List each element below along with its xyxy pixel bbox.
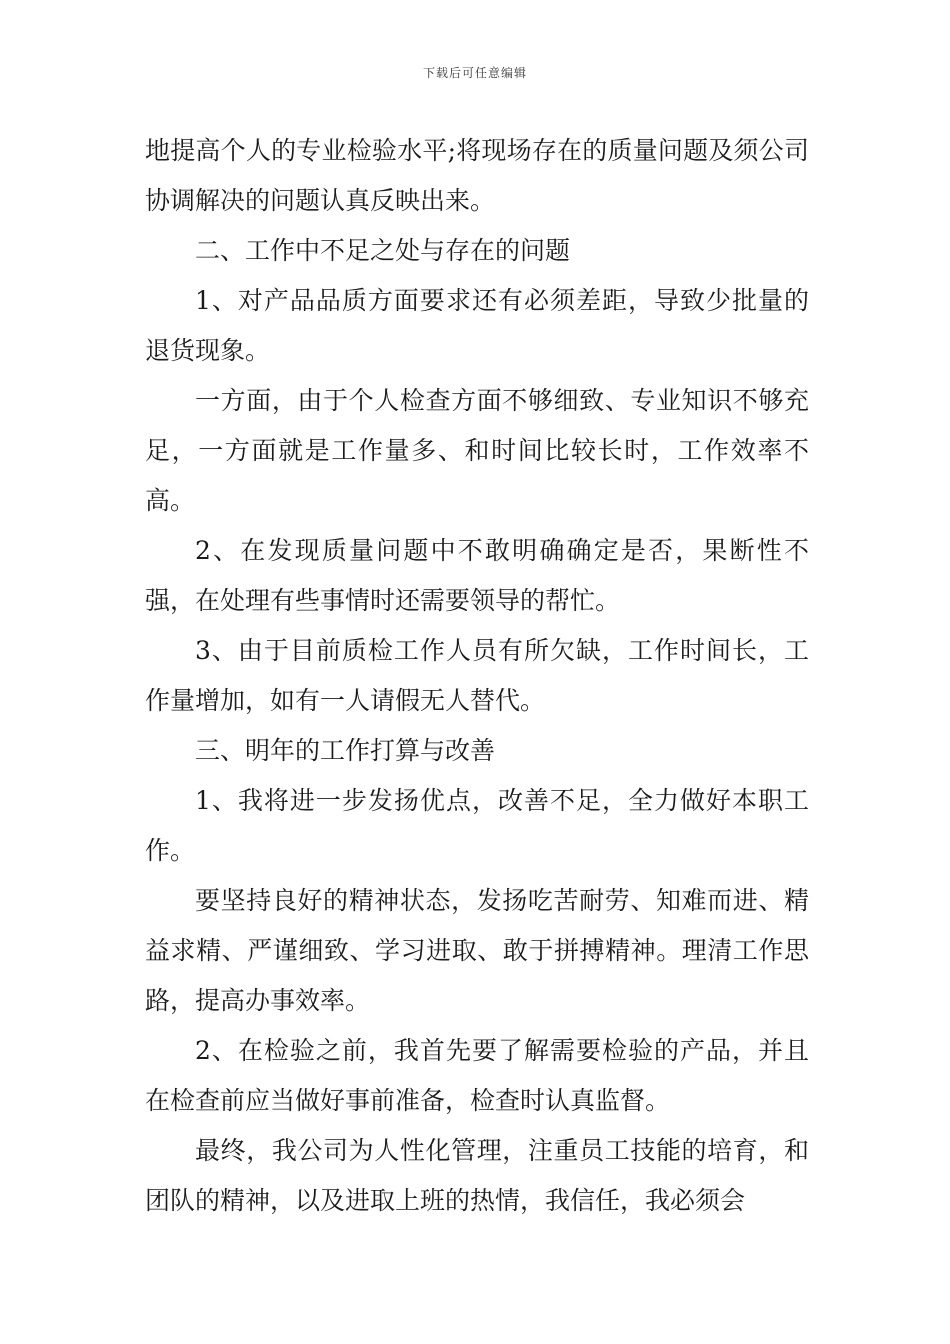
paragraph-item-2-1: 1、对产品品质方面要求还有必须差距，导致少批量的退货现象。	[145, 286, 809, 365]
section-heading-3: 三、明年的工作打算与改善	[195, 736, 496, 765]
section-heading-2: 二、工作中不足之处与存在的问题	[195, 236, 571, 265]
paragraph-attitude: 要坚持良好的精神状态，发扬吃苦耐劳、知难而进、精益求精、严谨细致、学习进取、敢于拼搏精神。理清工作思路，提高办事效率。	[145, 886, 809, 1015]
paragraph-item-3-1: 1、我将进一步发扬优点，改善不足，全力做好本职工作。	[145, 786, 809, 865]
paragraph-reason: 一方面，由于个人检查方面不够细致、专业知识不够充足，一方面就是工作量多、和时间比较长时，工作效率不高。	[145, 386, 809, 515]
paragraph-continuation: 地提高个人的专业检验水平;将现场存在的质量问题及须公司协调解决的问题认真反映出来。	[145, 136, 809, 215]
paragraph-item-2-2: 2、在发现质量问题中不敢明确确定是否，果断性不强，在处理有些事情时还需要领导的帮忙。	[145, 536, 809, 615]
paragraph-conclusion: 最终，我公司为人性化管理，注重员工技能的培育，和团队的精神，以及进取上班的热情，我信任，我必须会	[145, 1136, 809, 1215]
paragraph-item-2-3: 3、由于目前质检工作人员有所欠缺，工作时间长，工作量增加，如有一人请假无人替代。	[145, 636, 809, 715]
document-body	[145, 126, 809, 1226]
page-header: 下载后可任意编辑	[422, 66, 527, 80]
paragraph-item-3-2: 2、在检验之前，我首先要了解需要检验的产品，并且在检查前应当做好事前准备，检查时认真监督。	[145, 1036, 809, 1115]
